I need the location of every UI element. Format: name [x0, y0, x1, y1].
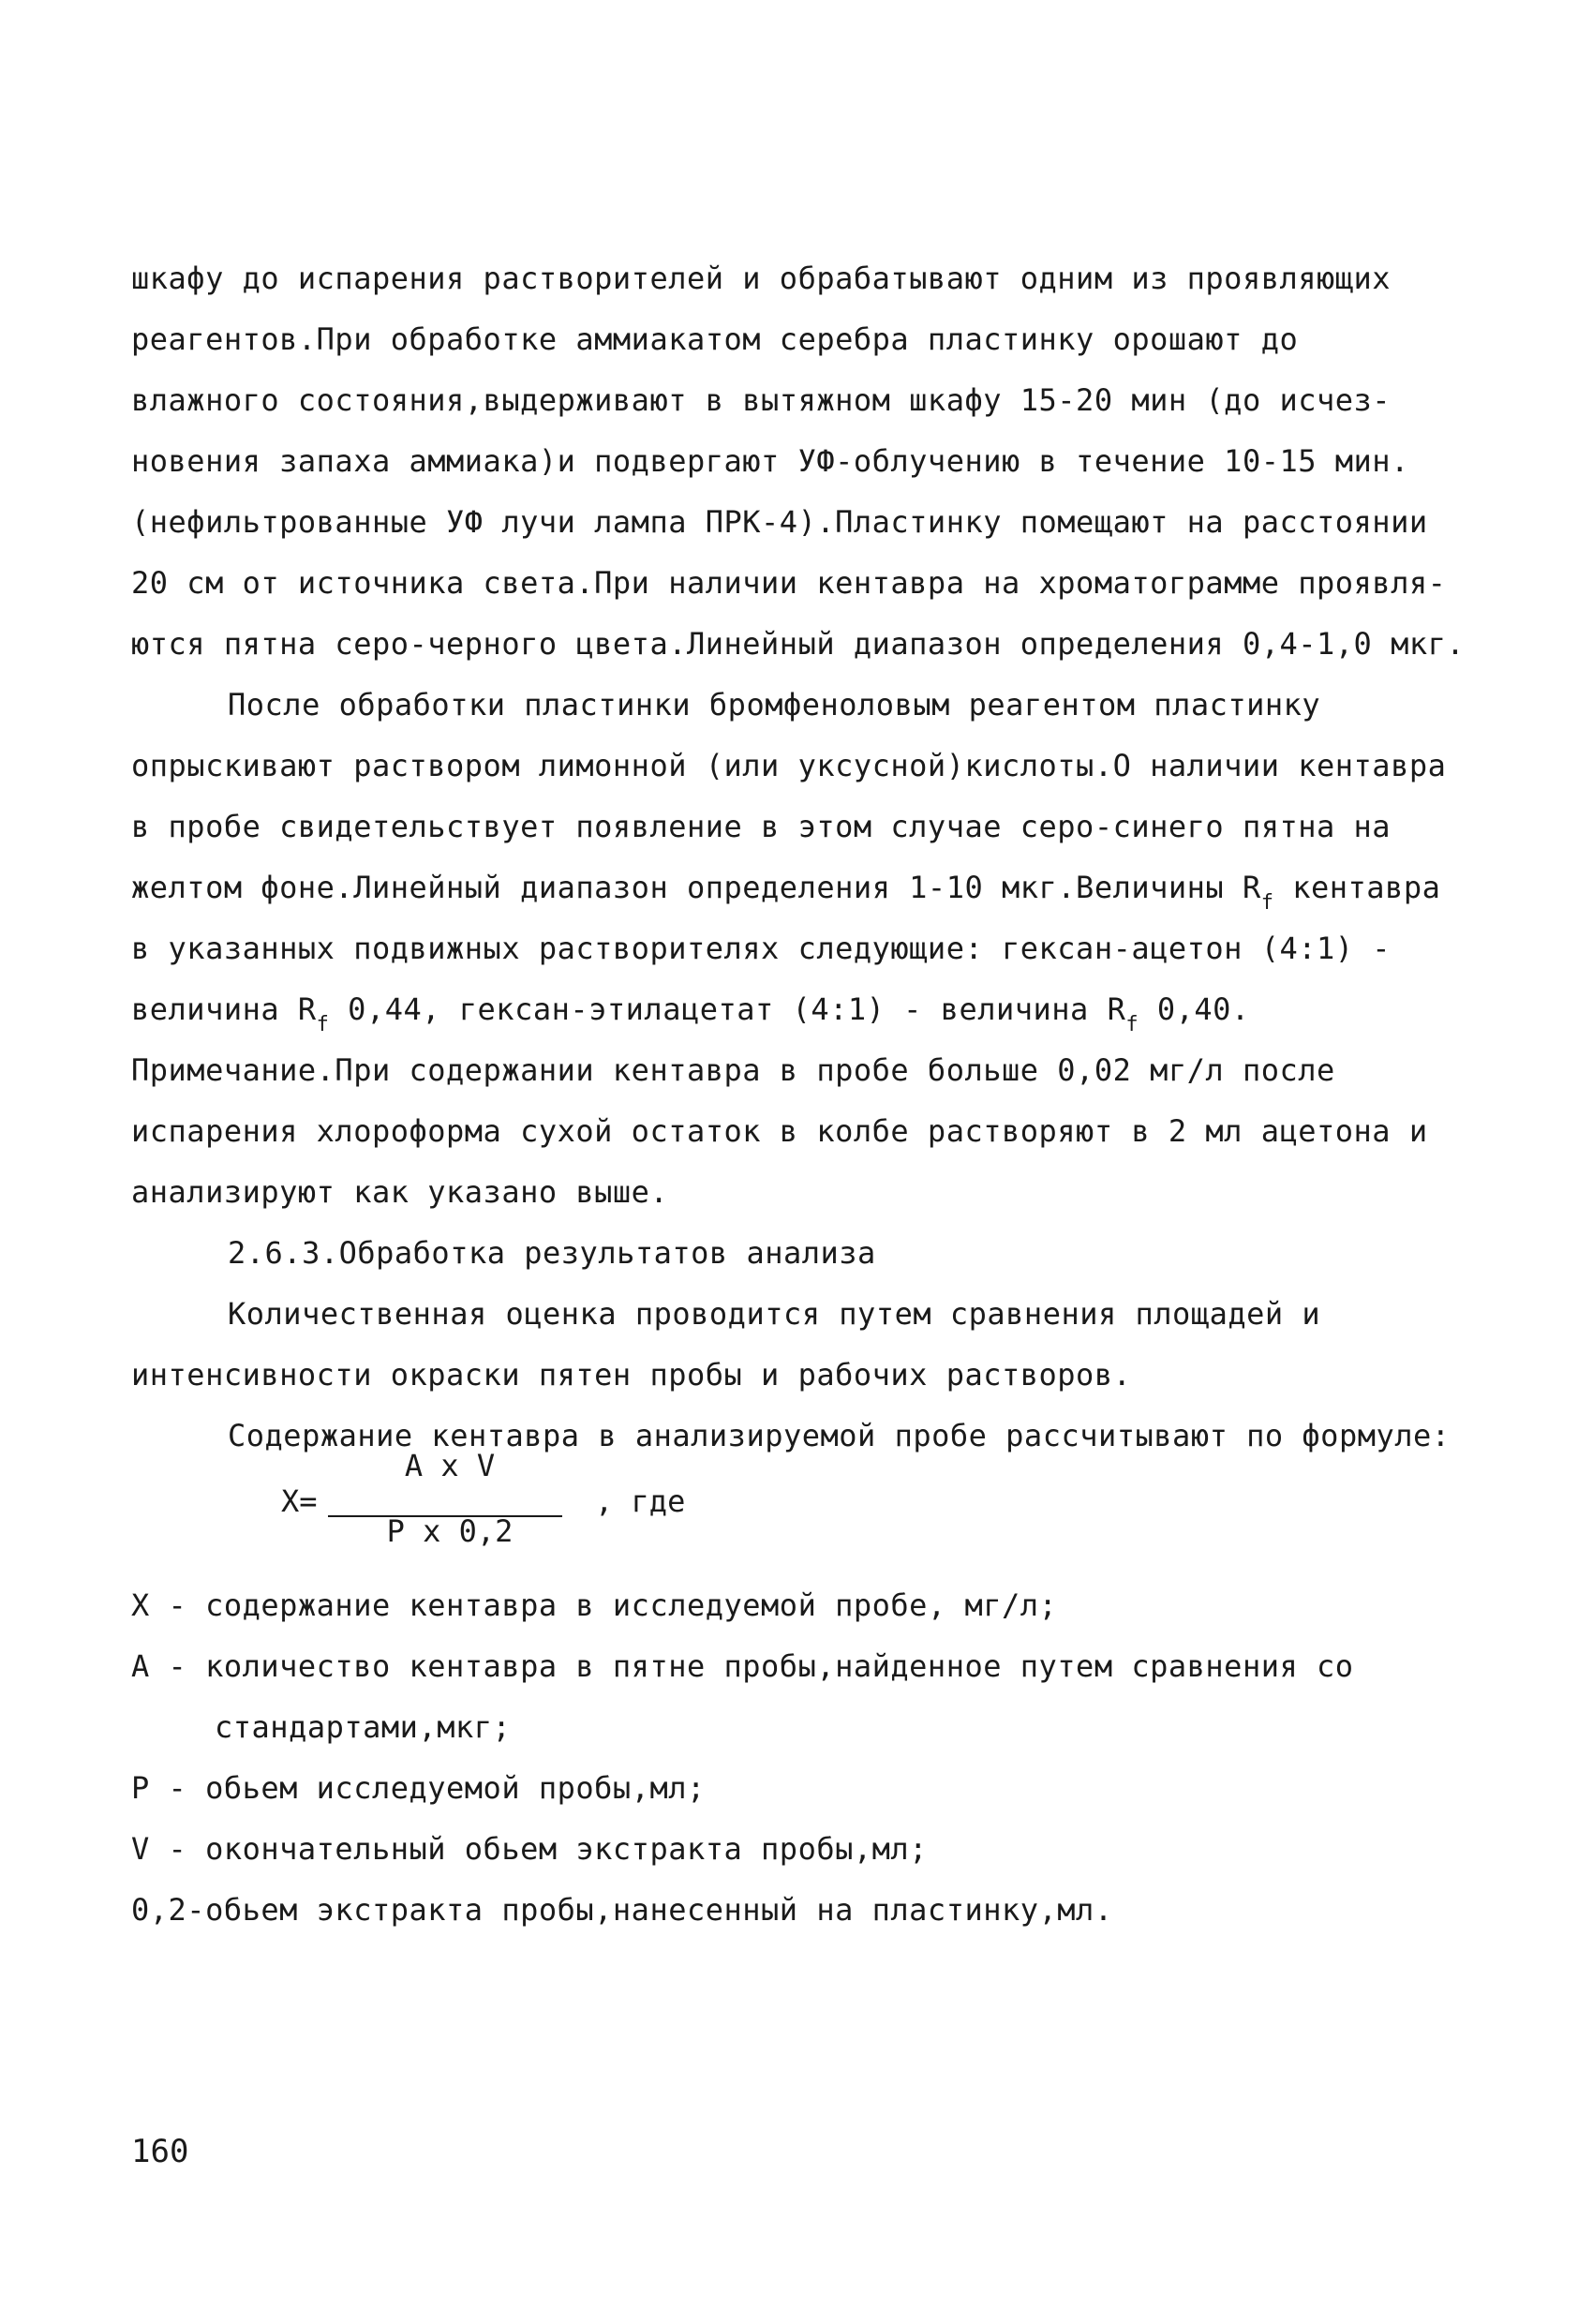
- text-segment: желтом фоне.Линейный диапазон определения 1-10 мкг.Величины R: [131, 870, 1261, 905]
- text-line: 20 см от источника света.При наличии кентавра на хроматограмме проявля-: [131, 565, 1447, 601]
- text-line: [131, 869, 1481, 915]
- section-heading: 2.6.3.Обработка результатов анализа: [228, 1235, 876, 1271]
- text-line: опрыскивают раствором лимонной (или уксусной)кислоты.О наличии кентавра: [131, 748, 1447, 783]
- text-line: в указанных подвижных растворителях следующие: гексан-ацетон (4:1) -: [131, 931, 1392, 966]
- text-line: испарения хлороформа сухой остаток в колбе растворяют в 2 мл ацетона и: [131, 1113, 1428, 1149]
- variable-definition: 0,2-обьем экстракта пробы,нанесенный на пластинку,мл.: [131, 1892, 1113, 1928]
- text-line: в пробе свидетельствует появление в этом случае серо-синего пятна на: [131, 809, 1392, 844]
- text-segment: 0,44, гексан-этилацетат (4:1) - величина R: [329, 991, 1126, 1027]
- variable-definition: X - содержание кентавра в исследуемой пробе, мг/л;: [131, 1587, 1058, 1623]
- text-line: анализируют как указано выше.: [131, 1174, 669, 1210]
- paragraph-first-line: После обработки пластинки бромфеноловым реагентом пластинку: [228, 687, 1321, 723]
- variable-definition-continuation: стандартами,мкг;: [215, 1709, 512, 1745]
- formula-where: , где: [595, 1483, 686, 1519]
- formula: [281, 1448, 712, 1560]
- text-line: шкафу до испарения растворителей и обрабатывают одним из проявляющих: [131, 261, 1392, 296]
- text-line: реагентов.При обработке аммиакатом серебра пластинку орошают до: [131, 321, 1299, 357]
- paragraph-first-line: Количественная оценка проводится путем сравнения площадей и: [228, 1296, 1321, 1332]
- variable-definition: V - окончательный обьем экстракта пробы,мл;: [131, 1831, 928, 1867]
- page-number: 160: [131, 2133, 189, 2170]
- variable-definition: P - обьем исследуемой пробы,мл;: [131, 1770, 706, 1806]
- text-line: (нефильтрованные УФ лучи лампа ПРК-4).Пластинку помещают на расстоянии: [131, 504, 1428, 540]
- rf-subscript: f: [1260, 891, 1274, 915]
- formula-numerator: A x V: [404, 1448, 496, 1483]
- text-line: интенсивности окраски пятен пробы и рабочих растворов.: [131, 1357, 1132, 1393]
- rf-subscript: f: [1125, 1013, 1139, 1036]
- text-line: влажного состояния,выдерживают в вытяжном шкафу 15-20 мин (до исчез-: [131, 382, 1392, 418]
- formula-denominator: P x 0,2: [386, 1513, 514, 1549]
- text-segment: величина R: [131, 991, 317, 1027]
- text-line: [131, 991, 1481, 1036]
- text-segment: 0,40.: [1139, 991, 1250, 1027]
- paragraph-first-line: Содержание кентавра в анализируемой пробе рассчитывают по формуле:: [228, 1418, 1451, 1453]
- rf-subscript: f: [316, 1013, 330, 1036]
- formula-lhs: X=: [281, 1483, 318, 1519]
- variable-definition: A - количество кентавра в пятне пробы,найденное путем сравнения со: [131, 1648, 1354, 1684]
- text-segment: кентавра: [1273, 870, 1441, 905]
- text-line: Примечание.При содержании кентавра в пробе больше 0,02 мг/л после: [131, 1052, 1335, 1088]
- text-line: ются пятна серо-черного цвета.Линейный диапазон определения 0,4-1,0 мкг.: [131, 626, 1466, 662]
- text-line: новения запаха аммиака)и подвергают УФ-облучению в течение 10-15 мин.: [131, 443, 1409, 479]
